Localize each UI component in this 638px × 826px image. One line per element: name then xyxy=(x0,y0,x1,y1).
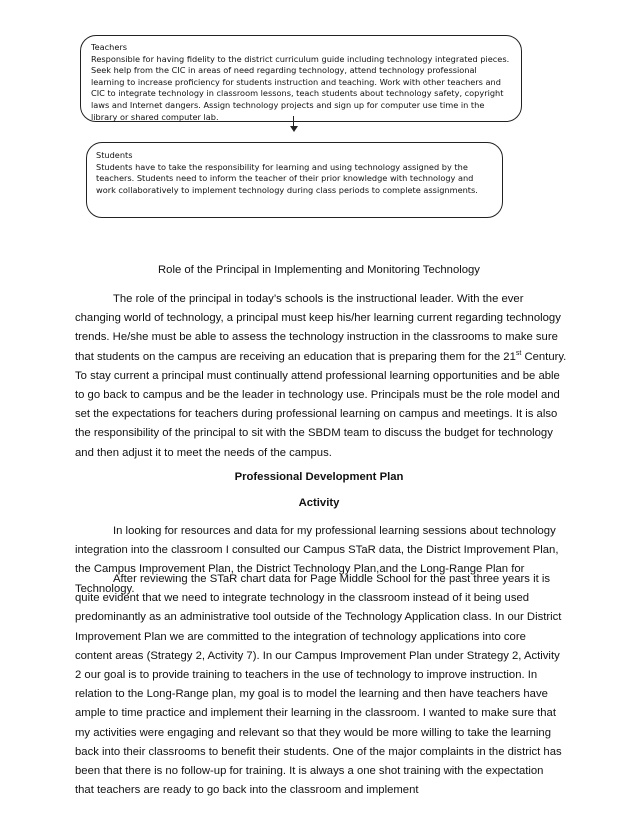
principal-paragraph-text-a: The role of the principal in today’s schools is the instructional leader. With the ever changing world of technology, a principal must keep his/her learning current regarding technology trends. He/she must be able to assess the technology instruction in the classrooms to make sure that students on the campus are receiving an education that is preparing them for the 21 xyxy=(75,293,561,363)
pdp-section-heading: Professional Development Plan xyxy=(234,471,404,483)
principal-paragraph-text-b: Century. To stay current a principal must continually attend professional learning opportunities and be able to go back to campus and be the leader in technology use. Principals must be the role model and set the expectations for teachers during professional learning on campus and meetings. It is also the responsibility of the principal to sit with the SBDM team to discuss the budget for technology and then adjust it to meet the needs of the campus. xyxy=(75,350,567,459)
activity-paragraph-1: In looking for resources and data for my professional learning sessions about technology integration into the classroom I consulted our Campus STaR data, the District Improvement Plan, the Campus Improvement Plan, the District Technology Plan,and the Long-Range Plan for Technology. xyxy=(75,525,559,595)
principal-paragraph xyxy=(75,290,571,463)
students-role-box xyxy=(86,142,503,218)
teachers-box-text: Responsible for having fidelity to the district curriculum guide including technology integrated pieces. Seek help from the CIC in areas of need regarding technology, attend technology professional learning to increase proficiency for students instruction and teaching. Work with other teachers and CIC to integrate technology in classroom lessons, teach students about technology safety, copyright laws and Internet dangers. Assign technology projects and sign up for computer use time in the library or shared computer lab. xyxy=(91,53,510,122)
activity-subheading: Activity xyxy=(298,497,340,509)
teachers-box-title: Teachers xyxy=(91,42,128,52)
students-box-title: Students xyxy=(96,150,133,160)
students-box-text: Students have to take the responsibility for learning and using technology assigned by the teachers. Students need to inform the teacher of their prior knowledge with technology and work collaboratively to implement technology during class periods to complete assignments. xyxy=(96,161,478,195)
ordinal-superscript: st xyxy=(515,349,522,357)
flow-arrow-head-icon xyxy=(290,126,298,132)
teachers-role-box xyxy=(80,35,522,122)
principal-section-heading: Role of the Principal in Implementing and Monitoring Technology xyxy=(158,264,480,276)
activity-paragraph-2: After reviewing the STaR chart data for Page Middle School for the past three years it is quite evident that we need to integrate technology in the classroom instead of it being used predominantly as an administrative tool outside of the Technology Application class. In our District Improvement Plan we are committed to the integration of technology applications into core content areas (Strategy 2, Activity 7). In our Campus Improvement Plan under Strategy 2, Activity 2 our goal is to provide training to teachers in the use of technology to improve instruction. In relation to the Long-Range plan, my goal is to model the learning and then have teachers have ample to time practice and implement their learning in the classroom. I wanted to make sure that my activities were engaging and relevant so that they would be more willing to take the learning back into their classrooms to benefit their students. One of the major complaints in the district has been that there is no follow-up for training. It is always a one shot training with the expectation that teachers are ready to go back into the classroom and implement xyxy=(75,573,562,797)
